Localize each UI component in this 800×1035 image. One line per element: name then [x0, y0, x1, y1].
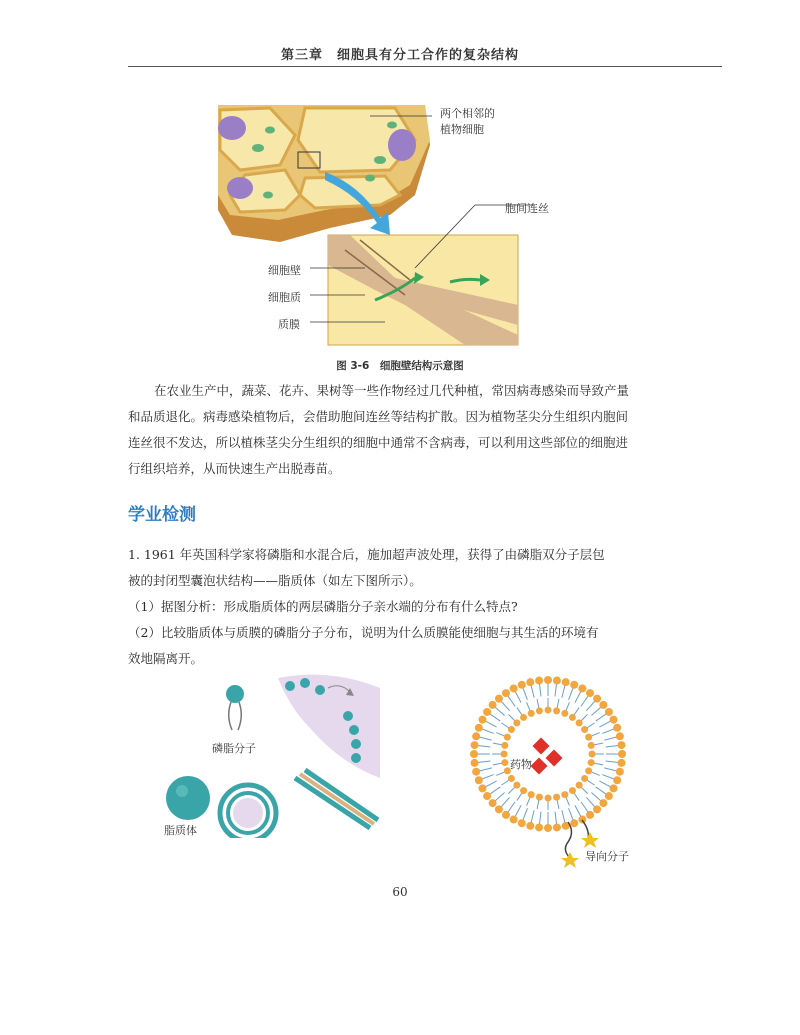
lipid-head — [471, 741, 479, 749]
figure1-caption: 图 3-6 细胞壁结构示意图 — [336, 360, 464, 372]
lipid-head — [513, 719, 520, 726]
lipid-head — [589, 751, 596, 758]
lipid-head — [599, 799, 607, 807]
lipid-head — [502, 689, 510, 697]
lipid-head — [581, 726, 588, 733]
lipid-head — [553, 823, 561, 831]
header-rule — [128, 66, 722, 67]
lipid-head — [526, 678, 534, 686]
lipid-head — [610, 716, 618, 724]
lipid-head — [478, 784, 486, 792]
lipid-head — [562, 678, 570, 686]
lipid-head — [593, 695, 601, 703]
lipid-head — [520, 714, 527, 721]
paragraph-line1: 在农业生产中，蔬菜、花卉、果树等一些作物经过几代种植，常因病毒感染而导致产量 — [154, 383, 630, 398]
lipid-head — [593, 805, 601, 813]
drug-particles — [531, 738, 563, 775]
lipid-head — [545, 707, 552, 714]
lipid-head — [535, 823, 543, 831]
lipid-head — [553, 707, 560, 714]
lipid-head — [475, 724, 483, 732]
lipid-head — [510, 816, 518, 824]
liposome-formation-figure — [160, 668, 390, 838]
lipid-head — [578, 816, 586, 824]
question1-sub2-line1: （2）比较脂质体与质膜的磷脂分子分布，说明为什么质膜能使细胞与其生活的环境有 — [128, 625, 599, 640]
lipid-head — [544, 824, 552, 832]
lipid-head — [616, 768, 624, 776]
lipid-head — [586, 811, 594, 819]
paragraph-line4: 行组织培养，从而快速生产出脱毒苗。 — [128, 461, 341, 476]
question1-sub1: （1）据图分析：形成脂质体的两层磷脂分子亲水端的分布有什么特点? — [128, 599, 518, 614]
lipid-head — [528, 791, 535, 798]
lipid-head — [508, 775, 515, 782]
lipid-head — [518, 819, 526, 827]
label-cell-wall: 细胞壁 — [268, 264, 301, 277]
lipid-head — [545, 795, 552, 802]
lipid-head — [478, 716, 486, 724]
lipid-head — [535, 677, 543, 685]
lipid-head — [570, 681, 578, 689]
lipid-head — [616, 732, 624, 740]
lipid-head — [585, 767, 592, 774]
label-cytoplasm: 细胞质 — [268, 291, 301, 304]
lipid-head — [472, 732, 480, 740]
label-adjacent-cells — [440, 106, 495, 138]
membrane-forming-panel — [278, 675, 380, 778]
lipid-head — [581, 775, 588, 782]
lipid-head — [553, 794, 560, 801]
label-targeting-molecule: 导向分子 — [585, 850, 629, 863]
lipid-head — [483, 792, 491, 800]
lipid-head — [605, 708, 613, 716]
lipid-head — [610, 784, 618, 792]
lipid-head — [483, 708, 491, 716]
lipid-head — [501, 742, 508, 749]
lipid-head — [501, 751, 508, 758]
lipid-head — [599, 701, 607, 709]
lipid-head — [513, 782, 520, 789]
lipid-head — [489, 701, 497, 709]
lipid-head — [561, 791, 568, 798]
inner-heads — [492, 698, 604, 810]
lipid-head — [526, 822, 534, 830]
plant-cells-illustration — [218, 105, 430, 242]
lipid-head — [570, 819, 578, 827]
lipid-head — [605, 792, 613, 800]
paragraph-line3: 连丝很不发达，所以植株茎尖分生组织的细胞中通常不含病毒，可以利用这些部位的细胞进 — [128, 435, 629, 450]
section-title: 学业检测 — [128, 505, 196, 525]
lipid-head — [585, 734, 592, 741]
label-membrane: 质膜 — [278, 318, 300, 331]
phospholipid-icon — [226, 685, 244, 730]
lipid-head — [613, 724, 621, 732]
liposome-sphere — [166, 776, 210, 820]
label-liposome: 脂质体 — [164, 824, 197, 837]
lipid-head — [510, 684, 518, 692]
lipid-head — [470, 750, 478, 758]
lipid-head — [475, 776, 483, 784]
lipid-head — [613, 776, 621, 784]
lipid-head — [495, 805, 503, 813]
lipid-head — [536, 794, 543, 801]
lipid-head — [504, 734, 511, 741]
bilayer-segment — [295, 770, 378, 828]
lipid-head — [578, 684, 586, 692]
lipid-head — [518, 681, 526, 689]
label-plasmodesma: 胞间连丝 — [505, 202, 549, 215]
lipid-head — [471, 759, 479, 767]
lipid-head — [536, 707, 543, 714]
body-paragraph — [128, 378, 722, 482]
question-1 — [128, 542, 722, 672]
lipid-head — [489, 799, 497, 807]
zoom-panel — [328, 235, 518, 345]
lipid-head — [528, 710, 535, 717]
lipid-head — [576, 719, 583, 726]
lipid-head — [520, 787, 527, 794]
drug-liposome-figure — [440, 672, 660, 872]
question1-line2: 被的封闭型囊泡状结构——脂质体（如左下图所示）。 — [128, 573, 422, 588]
lipid-head — [588, 742, 595, 749]
lipid-head — [618, 750, 626, 758]
lipid-head — [502, 811, 510, 819]
paragraph-line2: 和品质退化。病毒感染植物后，会借助胞间连丝等结构扩散。因为植物茎尖分生组织内胞间 — [128, 409, 629, 424]
label-adjacent-cells-line2: 植物细胞 — [440, 123, 484, 136]
lipid-head — [617, 759, 625, 767]
question1-line1: 1. 1961 年英国科学家将磷脂和水混合后，施加超声波处理，获得了由磷脂双分子层包 — [128, 547, 605, 562]
page-number: 60 — [392, 885, 408, 899]
lipid-head — [569, 714, 576, 721]
label-drug: 药物 — [510, 758, 532, 771]
question1-sub2-line2: 效地隔离开。 — [128, 651, 204, 666]
lipid-head — [544, 676, 552, 684]
lipid-head — [588, 759, 595, 766]
lipid-head — [553, 677, 561, 685]
label-phospholipid: 磷脂分子 — [212, 742, 256, 755]
label-adjacent-cells-line1: 两个相邻的 — [440, 107, 495, 120]
lipid-head — [586, 689, 594, 697]
lipid-head — [569, 787, 576, 794]
lipid-head — [617, 741, 625, 749]
lipid-head — [495, 695, 503, 703]
lipid-head — [501, 759, 508, 766]
lipid-head — [576, 782, 583, 789]
liposome-cross-section — [220, 785, 276, 838]
lipid-head — [472, 768, 480, 776]
lipid-head — [561, 710, 568, 717]
lipid-head — [508, 726, 515, 733]
chapter-header: 第三章 细胞具有分工合作的复杂结构 — [280, 48, 519, 63]
